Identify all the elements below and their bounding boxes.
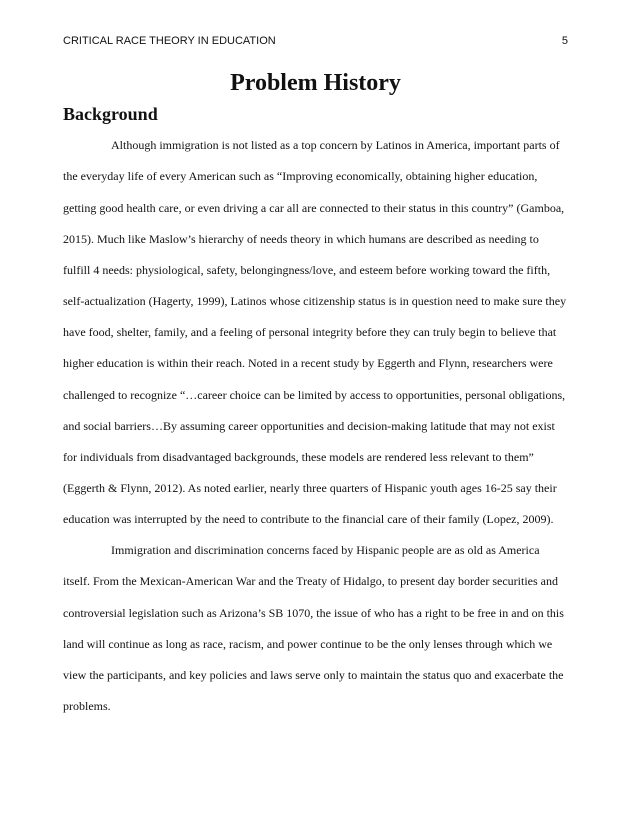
subsection-title: Background: [63, 104, 158, 125]
paragraph-background-1: Although immigration is not listed as a top concern by Latinos in America, important parts of the everyday life of every American such as “Improving economically, obtaining higher education, getting good health care, or even driving a car all are connected to their status in this country” (Gamboa, 2015). Much like Maslow’s hierarchy of needs theory in which humans are described as needing to fulfill 4 needs: physiological, safety, belongingness/love, and esteem before working toward the fifth, self-actualization (Hagerty, 1999), Latinos whose citizenship status is in question need to make sure they have food, shelter, family, and a feeling of personal integrity before they can truly begin to believe that higher education is within their reach. Noted in a recent study by Eggerth and Flynn, researchers were challenged to recognize “…career choice can be limited by access to opportunities, personal obligations, and social barriers…By assuming career opportunities and decision-making latitude that may not exist for individuals from disadvantaged backgrounds, these models are rendered less relevant to them” (Eggerth & Flynn, 2012). As noted earlier, nearly three quarters of Hispanic youth ages 16-25 say their education was interrupted by the need to contribute to the financial care of their family (Lopez, 2009).: [63, 138, 567, 527]
section-title: Problem History: [230, 70, 401, 96]
running-title: CRITICAL RACE THEORY IN EDUCATION: [63, 35, 276, 47]
document-body: [63, 68, 568, 722]
page-number: 5: [561, 35, 568, 47]
paragraph-background-2: Immigration and discrimination concerns faced by Hispanic people are as old as America itself. From the Mexican-American War and the Treaty of Hidalgo, to present day border securities and controversial legislation such as Arizona’s SB 1070, the issue of who has a right to be free in and on this land will continue as long as race, racism, and power continue to be the only lenses through which we view the participants, and key policies and laws serve only to maintain the status quo and exacerbate the problems.: [63, 543, 564, 714]
running-head: [63, 35, 568, 51]
